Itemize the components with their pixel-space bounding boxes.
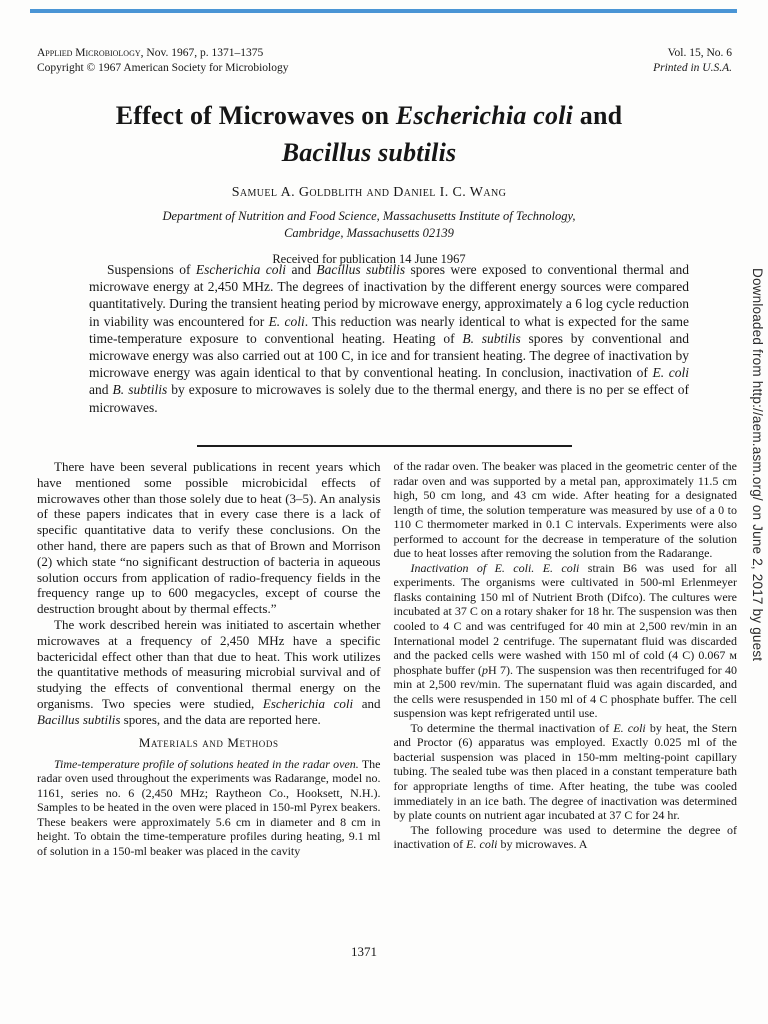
received-date: Received for publication 14 June 1967 xyxy=(272,252,466,266)
abstract xyxy=(89,261,689,416)
right-column xyxy=(394,459,738,858)
left-column xyxy=(37,459,381,858)
paragraph: of the radar oven. The beaker was placed in the geometric center of the radar oven and was supported by a metal pan, approximately 11.5 cm high, 50 cm long, and 43 cm wide. After heating for a designated length of time, the solution temperature was measured by use of a 0 to 110 C thermometer marked in 0.1 C intervals. Experiments were also performed to account for the decrease in temperature of the solution due to heat losses after removing the solution from the Radarange. xyxy=(393,459,737,561)
article-body xyxy=(37,459,737,858)
authors: Samuel A. Goldblith and Daniel I. C. Wang xyxy=(231,185,507,200)
paragraph: The work described herein was initiated to ascertain whether microwaves at a frequency of 2,450 MHz have a specific bactericidal effect other than that due to heat. This work utilizes the quantitative methods of measuring microbial survival and of studying the effects of conventional thermal energy on the organisms. Two species were studied, Escherichia coli and Bacillus subtilis spores, and the data are reported here. xyxy=(37,616,381,727)
volume-number: Vol. 15, No. 6 xyxy=(667,47,732,59)
affiliation xyxy=(0,208,738,241)
page-number: 1371 xyxy=(351,944,377,959)
abstract-divider-rule xyxy=(197,445,572,447)
paragraph: To determine the thermal inactivation of E. coli by heat, the Stern and Proctor (6) apparatus was employed. Exactly 0.025 ml of the bacterial suspension was placed in 150-mm melting-point capillary tubing. The sealed tube was then placed in a constant temperature bath for appropriate lengths of time. After heating, the tube was cooled immediately in an ice bath. The degree of inactivation was determined by plate counts on nutrient agar incubated at 37 C for 24 hr. xyxy=(393,720,737,823)
title-block xyxy=(0,97,738,267)
title-line-2: Bacillus subtilis xyxy=(281,138,457,167)
paragraph: There have been several publications in recent years which have mentioned some possible microbicidal effects of microwaves other than those solely due to heat (3–5). An analysis of these papers indicates that in every case there is a lack of specific quantitative data to verify these conclusions. On the other hand, there are papers such as that of Brown and Morrison (2) which state “no significant destruction of bacteria in aqueous solution occurs from application of radio-frequency fields in the frequency range up to 600 megacycles, except of course the destruction brought about by thermal effects.” xyxy=(37,459,381,617)
affiliation-line-2: Cambridge, Massachusetts 02139 xyxy=(284,225,454,240)
section-heading: Materials and Methods xyxy=(138,734,279,750)
printed-line: Printed in U.S.A. xyxy=(653,62,732,74)
paragraph: Time-temperature profile of solutions heated in the radar oven. The radar oven used throughout the experiments was Radarange, model no. 1161, series no. 6 (2,450 MHz; Raytheon Co., Hooksett, N.H.). Samples to be heated in the oven were placed in 150-ml Pyrex beakers. These beakers were approximately 5.6 cm in diameter and 8 cm in height. To obtain the time-temperature profiles during heating, 9.1 ml of solution in a 150-ml beaker was placed in the cavity xyxy=(37,756,381,858)
top-highlight-bar xyxy=(30,9,737,13)
abstract-text: Suspensions of Escherichia coli and Bacillus subtilis spores were exposed to conventional thermal and microwave energy at 2,450 MHz. The degrees of inactivation by the different energy sources were compared quantitatively. During the transient heating period by microwave energy, approximately a 6 log cycle reduction in viability was encountered for E. coli. This reduction was nearly identical to what is expected for the same time-temperature exposure to conventional heating. Heating of B. subtilis spores by conventional and microwave energy was also carried out at 100 C, in ice and for transient heating. The degree of inactivation by microwave energy was again identical to that by conventional heating. In conclusion, inactivation of E. coli and B. subtilis by exposure to microwaves is solely due to the thermal energy, and there is no per se effect of microwaves. xyxy=(89,262,689,415)
masthead xyxy=(37,46,732,76)
masthead-left xyxy=(37,46,288,76)
masthead-right xyxy=(653,46,732,76)
journal-citation: Applied Microbiology, Nov. 1967, p. 1371–1375 xyxy=(37,47,264,59)
title-line-1: Effect of Microwaves on Escherichia coli and xyxy=(115,101,623,130)
page-title xyxy=(0,97,738,171)
paragraph: Inactivation of E. coli. E. coli strain B6 was used for all experiments. The organisms were cultivated in 500-ml Erlenmeyer flasks containing 150 ml of Nutrient Broth (Difco). The cultures were incubated at 37 C on a rotary shaker for 18 hr. The suspension was then cooled to 4 C and was centrifuged for 40 min at 2,500 rev/min in an International model 2 centrifuge. The supernatant fluid was discarded and the packed cells were washed with 150 ml of cold (4 C) 0.067 ᴍ phosphate buffer (pH 7). The suspension was then recentrifuged for 40 min at 2,500 rev/min. The supernatant fluid was again discarded, and the cells were resuspended in 150 ml of 4 C phosphate buffer. The cell suspension was kept refrigerated until use. xyxy=(393,560,738,721)
paragraph: The following procedure was used to determine the degree of inactivation of E. coli by microwaves. A xyxy=(393,822,737,852)
download-watermark: Downloaded from http://aem.asm.org/ on June 2, 2017 by guest xyxy=(750,268,765,662)
affiliation-line-1: Department of Nutrition and Food Science, Massachusetts Institute of Technology, xyxy=(162,209,576,223)
copyright-line: Copyright © 1967 American Society for Microbiology xyxy=(37,62,289,74)
